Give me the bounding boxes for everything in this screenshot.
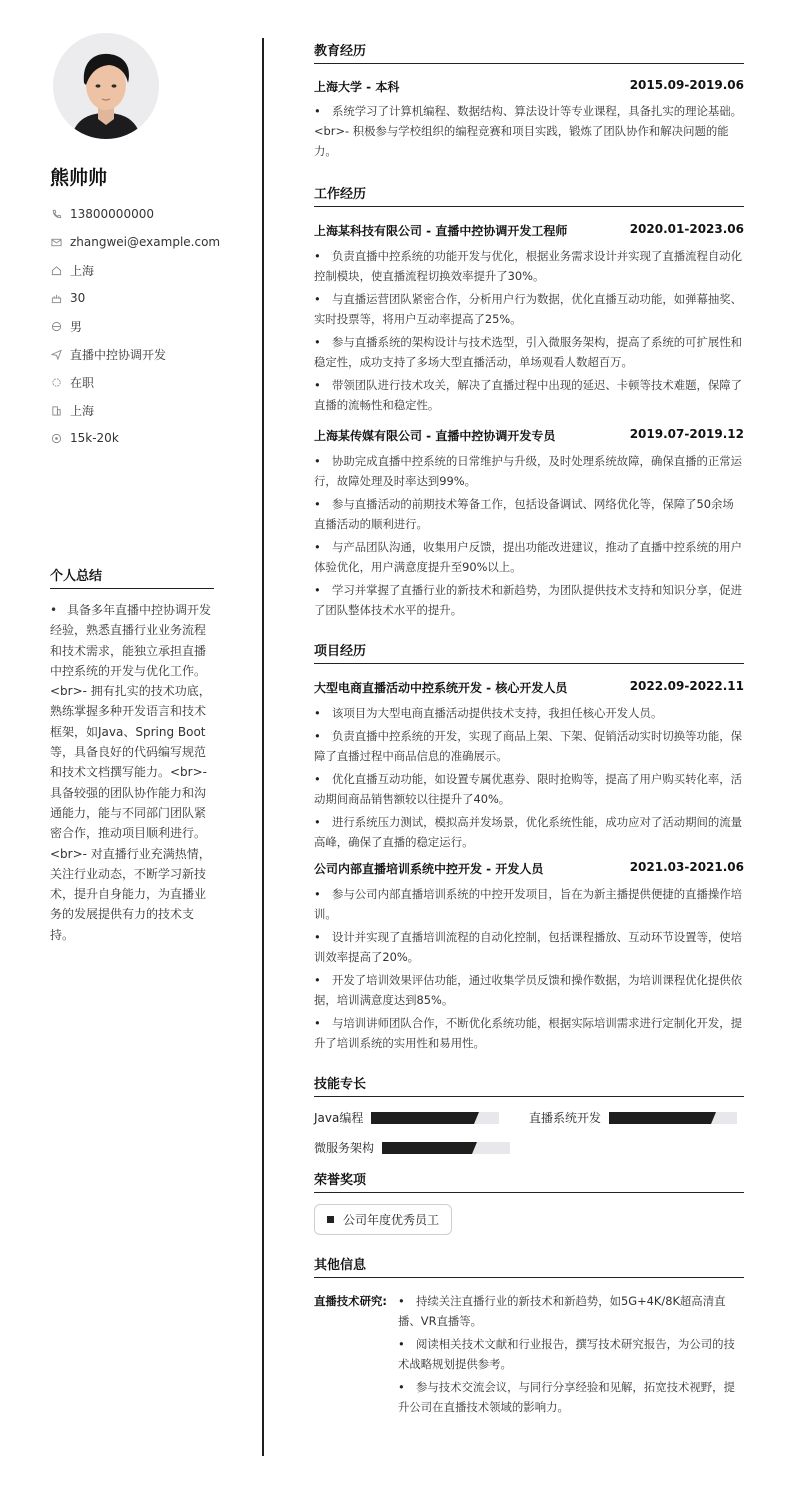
contact-job-intent-text: 直播中控协调开发 <box>70 347 167 362</box>
contact-status-text: 在职 <box>70 375 95 390</box>
other-section <box>314 1254 744 1420</box>
work-section <box>314 183 744 620</box>
sidebar <box>0 0 262 1494</box>
awards-title: 荣誉奖项 <box>314 1169 744 1193</box>
education-title: 教育经历 <box>314 40 744 64</box>
summary-title: 个人总结 <box>50 565 214 589</box>
skill-label: 微服务架构 <box>314 1141 375 1155</box>
main-content <box>314 40 744 1420</box>
work-entry-head <box>314 427 744 444</box>
summary-text: • 具备多年直播中控协调开发经验，熟悉直播行业业务流程和技术需求，能独立承担直播中控系统的开发与优化工作。<br>- 拥有扎实的技术功底，熟练掌握多种开发语言和技术框架，如Java、Spring Boot等，具备良好的代码编写规范和技术文档撰写能力。<br>- 具备较强的团队协作能力和沟通能力，能与不同部门团队紧密合作，推动项目顺利进行。<br>- 对直播行业充满热情，关注行业动态，不断学习新技术，提升自身能力，为直播业务的发展提供有力的技术支持。 <box>50 603 212 942</box>
work-company: 上海某传媒有限公司 - 直播中控协调开发专员 <box>314 429 556 443</box>
list-item: • 阅读相关技术文献和行业报告，撰写技术研究报告，为公司的技术战略规划提供参考。 <box>398 1334 744 1374</box>
skills-row <box>314 1109 744 1126</box>
projects-section <box>314 640 744 1053</box>
project-bullets <box>314 703 744 852</box>
list-item: • 学习并掌握了直播行业的新技术和新趋势，为团队提供技术支持和知识分享，促进了团队整体技术水平的提升。 <box>314 580 744 620</box>
education-bullets <box>314 101 744 161</box>
list-item: • 优化直播互动功能，如设置专属优惠券、限时抢购等，提高了用户购买转化率，活动期间商品销售额较以往提升了40%。 <box>314 769 744 809</box>
awards-section <box>314 1169 744 1235</box>
contact-city-text: 上海 <box>70 403 95 418</box>
send-icon <box>50 348 63 361</box>
profile-name: 熊帅帅 <box>50 167 108 189</box>
list-item: • 进行系统压力测试，模拟高并发场景，优化系统性能，成功应对了活动期间的流量高峰，确保了直播的稳定运行。 <box>314 812 744 852</box>
skill-bar <box>609 1112 737 1124</box>
other-label: 直播技术研究: <box>314 1294 387 1308</box>
status-icon <box>50 376 63 389</box>
skill-item <box>314 1139 536 1156</box>
summary-body: 具备多年直播中控协调开发经验，熟悉直播行业业务流程和技术需求，能独立承担直播中控系统的开发与优化工作。<br>- 拥有扎实的技术功底，熟练掌握多种开发语言和技术框架，如Java、Spring Boot等，具备良好的代码编写规范和技术文档撰写能力。<br>- 具备较强的团队协作能力和沟通能力，能与不同部门团队紧密合作，推动项目顺利进行。<br>- 对直播行业充满热情，关注行业动态，不断学习新技术，提升自身能力，为直播业务的发展提供有力的技术支持。 <box>50 603 212 942</box>
award-badge <box>314 1204 452 1235</box>
skill-bar <box>371 1112 499 1124</box>
contact-location <box>50 256 250 284</box>
skill-fill <box>382 1142 472 1154</box>
skills-section <box>314 1073 744 1156</box>
contact-city <box>50 396 250 424</box>
project-entry-head <box>314 860 744 877</box>
avatar-portrait-image <box>53 33 159 139</box>
work-title: 工作经历 <box>314 183 744 207</box>
mail-icon <box>50 236 63 249</box>
project-date: 2021.03-2021.06 <box>629 860 744 874</box>
list-item: • 与培训讲师团队合作，不断优化系统功能，根据实际培训需求进行定制化开发，提升了培训系统的实用性和易用性。 <box>314 1013 744 1053</box>
contact-phone <box>50 200 250 228</box>
list-item: • 该项目为大型电商直播活动提供技术支持，我担任核心开发人员。 <box>314 703 744 723</box>
list-item: • 参与直播系统的架构设计与技术选型，引入微服务架构，提高了系统的可扩展性和稳定性，成功支持了多场大型直播活动，单场观看人数超百万。 <box>314 332 744 372</box>
contact-job-intent <box>50 340 250 368</box>
work-bullets <box>314 246 744 415</box>
contact-age <box>50 284 250 312</box>
work-company: 上海某科技有限公司 - 直播中控协调开发工程师 <box>314 224 568 238</box>
awards-list <box>314 1204 744 1235</box>
contact-status <box>50 368 250 396</box>
skills-row <box>314 1139 744 1156</box>
contact-email-text: zhangwei@example.com <box>70 235 221 249</box>
project-bullets <box>314 884 744 1053</box>
projects-title: 项目经历 <box>314 640 744 664</box>
list-item: • 负责直播中控系统的开发，实现了商品上架、下架、促销活动实时切换等功能，保障了直播过程中商品信息的准确展示。 <box>314 726 744 766</box>
list-item: • 系统学习了计算机编程、数据结构、算法设计等专业课程，具备扎实的理论基础。<br>- 积极参与学校组织的编程竞赛和项目实践，锻炼了团队协作和解决问题的能力。 <box>314 101 744 161</box>
contact-location-text: 上海 <box>70 263 95 278</box>
contact-salary <box>50 424 250 452</box>
building-icon <box>50 404 63 417</box>
list-item: • 负责直播中控系统的功能开发与优化，根据业务需求设计并实现了直播流程自动化控制模块，使直播流程切换效率提升了30%。 <box>314 246 744 286</box>
project-name: 公司内部直播培训系统中控开发 - 开发人员 <box>314 862 544 876</box>
skill-label: Java编程 <box>314 1111 364 1125</box>
education-date: 2015.09-2019.06 <box>629 78 744 92</box>
list-item: • 参与公司内部直播培训系统的中控开发项目，旨在为新主播提供便捷的直播操作培训。 <box>314 884 744 924</box>
skill-item <box>314 1109 529 1126</box>
list-item: • 开发了培训效果评估功能，通过收集学员反馈和操作数据，为培训课程优化提供依据，培训满意度达到85%。 <box>314 970 744 1010</box>
project-date: 2022.09-2022.11 <box>629 679 744 693</box>
list-item: • 参与直播活动的前期技术筹备工作，包括设备调试、网络优化等，保障了50余场直播活动的顺利进行。 <box>314 494 744 534</box>
other-title: 其他信息 <box>314 1254 744 1278</box>
list-item: • 带领团队进行技术攻关，解决了直播过程中出现的延迟、卡顿等技术难题，保障了直播的流畅性和稳定性。 <box>314 375 744 415</box>
contact-salary-text: 15k-20k <box>70 431 119 445</box>
education-school: 上海大学 - 本科 <box>314 80 400 94</box>
contact-age-text: 30 <box>70 291 86 305</box>
skill-bar <box>382 1142 510 1154</box>
home-icon <box>50 264 63 277</box>
skill-fill <box>371 1112 473 1124</box>
skill-item <box>529 1109 744 1126</box>
list-item: • 与直播运营团队紧密合作，分析用户行为数据，优化直播互动功能，如弹幕抽奖、实时投票等，将用户互动率提高了25%。 <box>314 289 744 329</box>
contact-list <box>50 200 250 452</box>
avatar <box>53 33 159 139</box>
contact-gender <box>50 312 250 340</box>
contact-phone-text: 13800000000 <box>70 207 154 221</box>
list-item: • 参与技术交流会议，与同行分享经验和见解，拓宽技术视野，提升公司在直播技术领域的影响力。 <box>398 1377 744 1417</box>
list-item: • 与产品团队沟通，收集用户反馈，提出功能改进建议，推动了直播中控系统的用户体验优化，用户满意度提升至90%以上。 <box>314 537 744 577</box>
project-entry-head <box>314 679 744 696</box>
vertical-divider <box>262 38 264 1456</box>
contact-gender-text: 男 <box>70 319 83 334</box>
gender-icon <box>50 320 63 333</box>
skill-label: 直播系统开发 <box>529 1111 602 1125</box>
money-icon <box>50 432 63 445</box>
other-row <box>314 1291 744 1420</box>
education-entry-head <box>314 78 744 95</box>
list-item: • 协助完成直播中控系统的日常维护与升级，及时处理系统故障，确保直播的正常运行，故障处理及时率达到99%。 <box>314 451 744 491</box>
award-label: 公司年度优秀员工 <box>343 1213 440 1227</box>
list-item: • 设计并实现了直播培训流程的自动化控制，包括课程播放、互动环节设置等，使培训效率提高了20%。 <box>314 927 744 967</box>
award-square-icon <box>327 1216 334 1223</box>
cake-icon <box>50 292 63 305</box>
project-name: 大型电商直播活动中控系统开发 - 核心开发人员 <box>314 681 568 695</box>
work-date: 2019.07-2019.12 <box>629 427 744 441</box>
education-section <box>314 40 744 161</box>
work-bullets <box>314 451 744 620</box>
work-entry-head <box>314 222 744 239</box>
contact-email <box>50 228 250 256</box>
work-date: 2020.01-2023.06 <box>629 222 744 236</box>
skill-fill <box>609 1112 711 1124</box>
skills-title: 技能专长 <box>314 1073 744 1097</box>
list-item: • 持续关注直播行业的新技术和新趋势，如5G+4K/8K超高清直播、VR直播等。 <box>398 1291 744 1331</box>
phone-icon <box>50 208 63 221</box>
other-bullets <box>398 1291 744 1420</box>
